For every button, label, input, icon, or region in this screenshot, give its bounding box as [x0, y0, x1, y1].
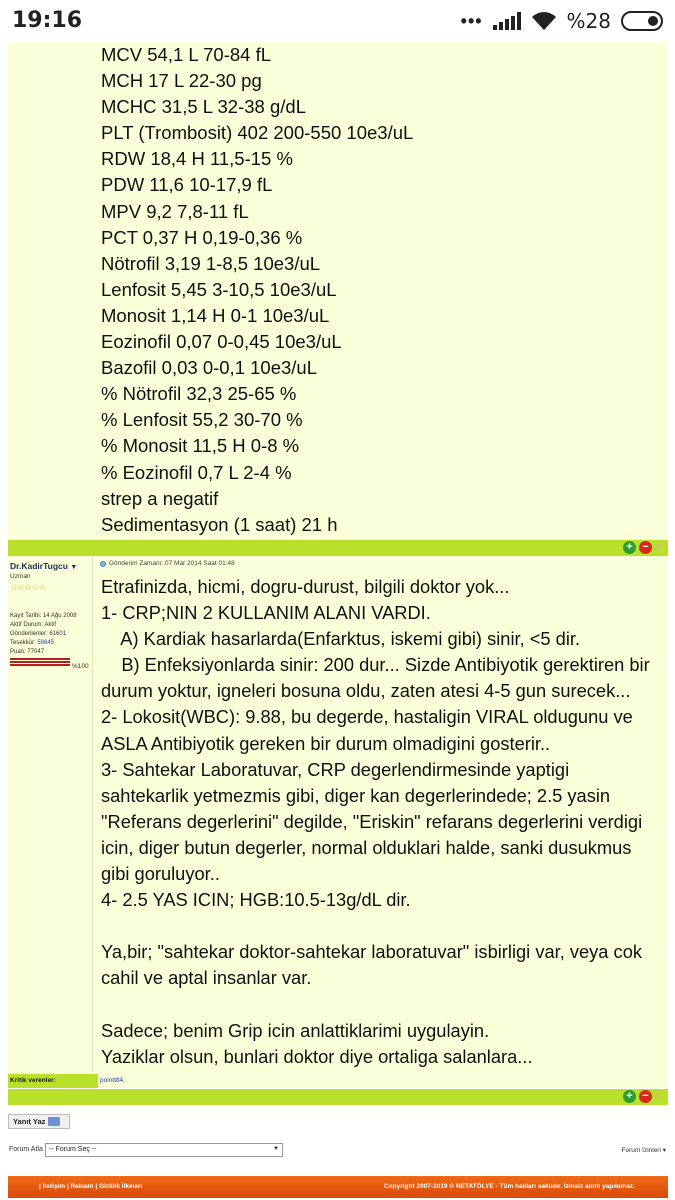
critics-row — [8, 1074, 668, 1088]
rank-stars-icon: ☆☆☆☆☆ — [10, 582, 46, 592]
edit-icon — [48, 1117, 60, 1126]
lab-result-line: RDW 18,4 H 11,5-15 % — [101, 148, 293, 170]
post-icon — [100, 561, 106, 567]
author-title: Uzman — [10, 573, 31, 580]
status-icons — [461, 9, 663, 33]
post-text-line: 4- 2.5 YAS ICIN; HGB:10.5-13g/dL dir. — [101, 889, 411, 911]
lab-result-line: Sedimentasyon (1 saat) 21 h — [101, 513, 338, 535]
lab-result-line: Bazofil 0,03 0-0,1 10e3/uL — [101, 357, 317, 379]
author-name-link[interactable]: Dr.KadirTugcu ▼ — [10, 561, 78, 571]
author-thanks: Tesekkür: 59845 — [10, 640, 55, 646]
plus-icon[interactable]: + — [623, 1090, 636, 1103]
battery-icon — [621, 11, 663, 31]
author-thanks-value[interactable]: 59845 — [37, 640, 55, 646]
wifi-icon — [531, 11, 557, 31]
footer-links[interactable]: | İletişim | Reklam | Gizlilik İlkeleri — [39, 1183, 143, 1190]
chevron-down-icon: ▾ — [662, 1147, 666, 1154]
chevron-down-icon: ▼ — [273, 1146, 279, 1152]
post-text-line: Ya,bir; "sahtekar doktor-sahtekar laboratuvar" isbirligi var, veya cok — [101, 941, 643, 963]
status-bar — [0, 0, 675, 42]
close-icon[interactable]: × — [655, 541, 662, 553]
minus-icon[interactable]: − — [639, 541, 652, 554]
lab-result-line: Monosit 1,14 H 0-1 10e3/uL — [101, 304, 330, 326]
critics-label: Kritik verenler: — [10, 1077, 56, 1084]
post-reply — [8, 556, 668, 1074]
reputation-percent: %100 — [72, 663, 89, 670]
author-joined: Kayıt Tarihi: 14 Ağu 2008 — [10, 613, 77, 619]
forum-jump-label: Forum Atla — [9, 1146, 43, 1153]
lab-result-line: PDW 11,6 10-17,9 fL — [101, 174, 273, 196]
post-text-line — [101, 913, 666, 939]
lab-result-line: Lenfosit 5,45 3-10,5 10e3/uL — [101, 278, 337, 300]
post-text-line: icin, diger butun degerler, normal olduklari halde, sanki dusukmus — [101, 836, 632, 858]
author-posts: Gönderilenler: 61601 — [10, 631, 67, 637]
reply-button[interactable]: Yanıt Yaz — [8, 1114, 70, 1129]
footer-copyright: Copyright 2007-2019 © NETATÖLYE - Tüm hakları saklıdır. İzinsiz alıntı yapılamaz. — [383, 1183, 635, 1190]
status-time: 19:16 — [12, 8, 83, 33]
post-text-line: gibi goruluyor.. — [101, 863, 220, 885]
post-text-line: Sadece; benim Grip icin anlattiklarimi uygulayin. — [101, 1019, 490, 1041]
post-text-line: cahil ve aptal insanlar var. — [101, 967, 312, 989]
plus-icon[interactable]: + — [623, 541, 636, 554]
post-text-line: Etrafinizda, hicmi, dogru-durust, bilgili doktor yok... — [101, 576, 510, 597]
lab-result-line: MPV 9,2 7,8-11 fL — [101, 200, 249, 222]
reputation-bar — [10, 658, 70, 668]
lab-results-list — [101, 42, 413, 538]
post-lab-results — [8, 42, 668, 540]
post-text-line: Yaziklar olsun, bunlari doktor diye ortaliga salanlara... — [101, 1045, 533, 1067]
post-sent-time: Gönderim Zamanı: 07 Mar 2014 Saat 01:48 — [100, 560, 235, 567]
forum-permissions-link[interactable]: Forum İzinleri ▾ — [621, 1147, 666, 1154]
post-text-line: 2- Lokosit(WBC): 9.88, bu degerde, hastaligin VIRAL oldugunu ve — [101, 706, 633, 728]
chevron-down-icon: ▼ — [70, 564, 78, 571]
lab-result-line: MCH 17 L 22-30 pg — [101, 70, 262, 92]
lab-result-line: MCV 54,1 L 70-84 fL — [101, 44, 272, 65]
post-text-line: 3- Sahtekar Laboratuvar, CRP degerlendirmesinde yaptigi — [101, 758, 570, 780]
forum-jump-select[interactable]: -- Forum Seç -- ▼ — [45, 1143, 283, 1157]
post-text-line: A) Kardiak hasarlarda(Enfarktus, iskemi gibi) sinir, <5 dir. — [101, 628, 581, 650]
battery-percent: %28 — [566, 9, 611, 33]
author-points: Puan: 77047 — [10, 649, 45, 655]
notification-dots-icon: ••• — [460, 10, 483, 31]
lab-result-line: PCT 0,37 H 0,19-0,36 % — [101, 226, 303, 248]
lab-result-line: % Nötrofil 32,3 25-65 % — [101, 383, 297, 405]
lab-result-line: % Eozinofil 0,7 L 2-4 % — [101, 461, 292, 483]
post-text-line: 1- CRP;NIN 2 KULLANIM ALANI VARDI. — [101, 602, 431, 624]
lab-result-line: MCHC 31,5 L 32-38 g/dL — [101, 96, 306, 118]
lab-result-line: % Lenfosit 55,2 30-70 % — [101, 409, 303, 431]
lab-result-line: strep a negatif — [101, 487, 219, 509]
minus-icon[interactable]: − — [639, 1090, 652, 1103]
author-status: Aktif Durum: Aktif — [10, 622, 57, 628]
post-text-line — [101, 992, 666, 1018]
critics-value[interactable]: pointt84, — [98, 1074, 668, 1088]
close-icon[interactable]: × — [655, 1090, 662, 1102]
lab-result-line: Eozinofil 0,07 0-0,45 10e3/uL — [101, 331, 342, 353]
lab-result-line: % Monosit 11,5 H 0-8 % — [101, 435, 300, 457]
lab-result-line: Nötrofil 3,19 1-8,5 10e3/uL — [101, 252, 321, 274]
post-text-line: sahtekarlik yetmezmis gibi, diger kan degerlerindede; 2.5 yasin — [101, 784, 611, 806]
author-panel — [8, 556, 93, 1074]
post-text-line: ASLA Antibiyotik gereken bir durum olmadigini gosterir.. — [101, 732, 551, 754]
post-action-bar-2 — [8, 1089, 668, 1105]
post-action-bar — [8, 540, 668, 556]
post-body — [101, 574, 666, 1070]
post-text-line: durum yoktur, igneleri bosuna oldu, zaten atesi 4-5 gun surecek... — [101, 680, 631, 702]
post-text-line: B) Enfeksiyonlarda sinir: 200 dur... Sizde Antibiyotik gerektiren bir — [101, 654, 650, 676]
post-text-line: "Referans degerlerini" degilde, "Eriskin" refarans degerlerini verdigi — [101, 810, 643, 832]
lab-result-line: PLT (Trombosit) 402 200-550 10e3/uL — [101, 122, 414, 144]
footer — [8, 1176, 668, 1198]
signal-icon — [493, 12, 521, 30]
